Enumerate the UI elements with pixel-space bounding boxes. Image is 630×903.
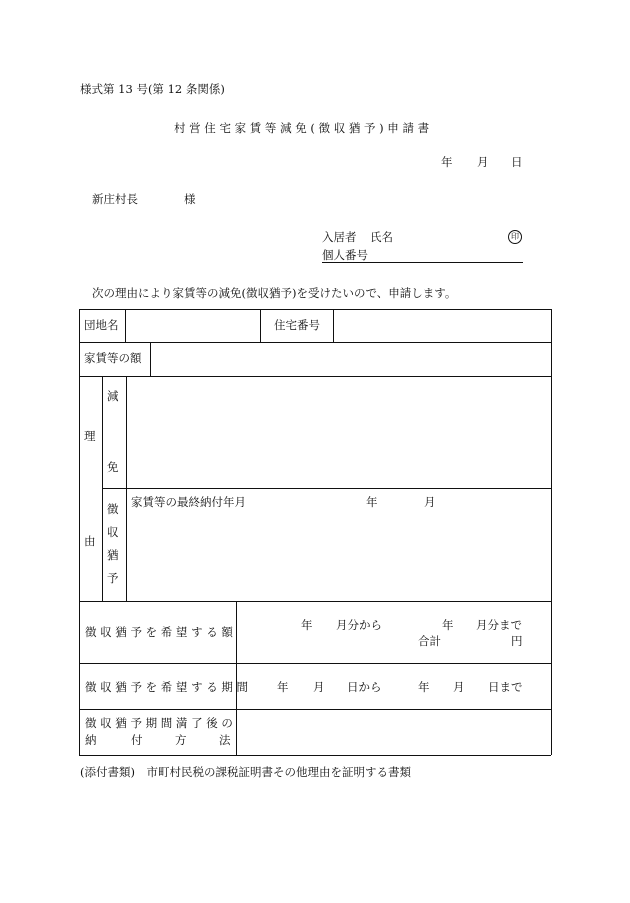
amount-to-year[interactable]: 年	[442, 618, 454, 632]
individual-number-underline	[322, 262, 523, 263]
amount-from-year[interactable]: 年	[301, 618, 313, 632]
col-divider	[102, 376, 103, 601]
payment-method-label-char: 方	[175, 733, 187, 747]
resident-label: 入居者	[322, 230, 357, 244]
col-divider	[126, 376, 127, 601]
payment-method-label-char: 付	[131, 733, 143, 747]
period-to-day[interactable]: 日まで	[488, 680, 523, 694]
deferral-label-char: 収	[107, 525, 119, 539]
row-divider	[79, 709, 551, 710]
col-divider	[333, 309, 334, 342]
amount-to-month[interactable]: 月分まで	[476, 618, 522, 632]
date-day-label: 日	[511, 155, 523, 169]
last-payment-month[interactable]: 月	[424, 495, 436, 509]
period-from-year[interactable]: 年	[277, 680, 289, 694]
row-divider	[79, 601, 551, 602]
attachment-note: (添付書類) 市町村民税の課税証明書その他理由を証明する書類	[80, 765, 411, 779]
total-label: 合計	[418, 634, 441, 648]
after-period-label: 徴 収 猶 予 期 間 満 了 後 の	[85, 716, 233, 730]
rent-amount-label: 家賃等の額	[84, 351, 142, 365]
exemption-label-char1: 減	[107, 389, 119, 403]
payment-method-label-char: 法	[219, 733, 231, 747]
deferral-label-char: 猶	[107, 548, 119, 562]
payment-method-label-char: 納	[85, 733, 97, 747]
name-label: 氏名	[370, 230, 393, 244]
row-divider	[102, 488, 551, 489]
table-bottom-border	[79, 755, 551, 756]
col-divider	[150, 342, 151, 376]
seal-mark: 印	[508, 230, 522, 244]
exemption-reason-field[interactable]	[132, 392, 542, 482]
last-payment-label: 家賃等の最終納付年月	[131, 495, 246, 509]
housing-complex-label: 団地名	[84, 318, 119, 332]
payment-method-field[interactable]	[245, 716, 545, 748]
addressee-honorific: 様	[184, 192, 196, 206]
reason-label-char2: 由	[84, 534, 96, 548]
table-top-border	[79, 309, 551, 310]
exemption-label-char2: 免	[107, 460, 119, 474]
col-divider	[260, 309, 261, 342]
row-divider	[79, 663, 551, 664]
last-payment-year[interactable]: 年	[366, 495, 378, 509]
period-to-month[interactable]: 月	[453, 680, 465, 694]
period-to-year[interactable]: 年	[418, 680, 430, 694]
row-divider	[79, 376, 551, 377]
individual-number-label: 個人番号	[322, 248, 368, 262]
housing-number-label: 住宅番号	[274, 318, 320, 332]
amount-from-month[interactable]: 月分から	[336, 618, 382, 632]
col-divider	[236, 601, 237, 755]
form-number: 様式第 13 号(第 12 条関係)	[80, 82, 225, 96]
desired-amount-label: 徴 収 猶 予 を 希 望 す る 額	[85, 625, 233, 639]
period-from-day[interactable]: 日から	[347, 680, 382, 694]
date-year-label: 年	[441, 155, 453, 169]
desired-period-label: 徴 収 猶 予 を 希 望 す る 期 間	[85, 680, 249, 694]
intro-text: 次の理由により家賃等の減免(徴収猶予)を受けたいので、申請します。	[92, 286, 457, 300]
deferral-label-char: 予	[107, 571, 119, 585]
deferral-reason-field[interactable]	[132, 515, 542, 595]
deferral-label-char: 徴	[107, 502, 119, 516]
addressee-name: 新庄村長	[92, 192, 138, 206]
yen-unit[interactable]: 円	[511, 634, 523, 648]
form-title: 村 営 住 宅 家 賃 等 減 免 ( 徴 収 猶 予 ) 申 請 書	[174, 121, 430, 135]
reason-label-char1: 理	[84, 429, 96, 443]
date-month-label: 月	[477, 155, 489, 169]
col-divider	[125, 309, 126, 342]
table-right-border	[551, 309, 552, 755]
period-from-month[interactable]: 月	[313, 680, 325, 694]
